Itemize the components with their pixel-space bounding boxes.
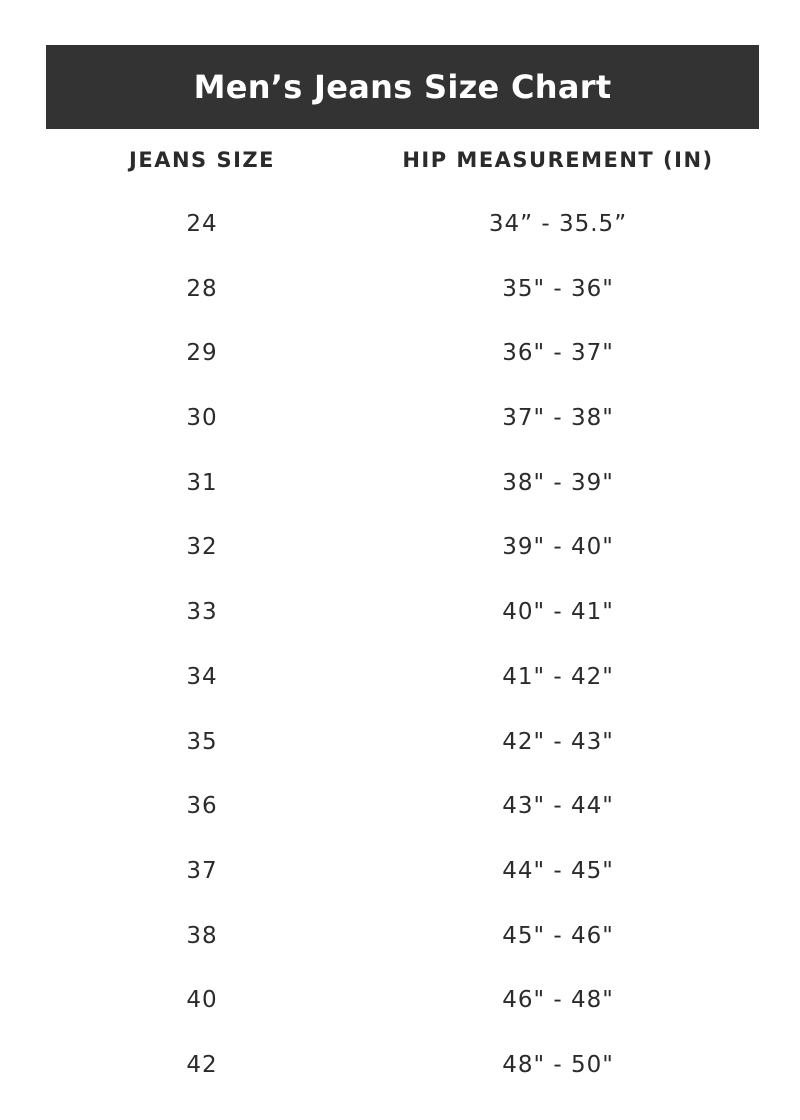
- hip-measurement-cell: 34” - 35.5”: [488, 211, 628, 237]
- table-row: [0, 257, 800, 322]
- hip-measurement-cell: 45" - 46": [502, 922, 614, 949]
- table-row: [0, 515, 800, 580]
- table-row: [0, 321, 800, 386]
- size-table-body: [0, 192, 800, 1098]
- column-header-hip-measurement: HIP MEASUREMENT (IN): [402, 148, 714, 172]
- jeans-size-cell: 40: [186, 987, 218, 1014]
- table-row: [0, 904, 800, 969]
- hip-measurement-cell: 43" - 44": [502, 793, 614, 820]
- jeans-size-cell: 31: [186, 469, 218, 496]
- table-row: [0, 968, 800, 1033]
- jeans-size-cell: 36: [186, 793, 218, 820]
- jeans-size-cell: 29: [186, 340, 218, 367]
- hip-measurement-cell: 40" - 41": [502, 599, 614, 626]
- jeans-size-cell: 28: [186, 275, 218, 302]
- jeans-size-cell: 35: [186, 728, 218, 755]
- jeans-size-cell: 32: [186, 534, 218, 561]
- jeans-size-cell: 33: [186, 599, 218, 626]
- jeans-size-cell: 42: [186, 1051, 218, 1078]
- table-row: [0, 645, 800, 710]
- table-row: [0, 710, 800, 775]
- table-row: [0, 451, 800, 516]
- hip-measurement-cell: 37" - 38": [502, 405, 614, 432]
- hip-measurement-cell: 38" - 39": [502, 469, 614, 496]
- hip-measurement-cell: 36" - 37": [502, 340, 614, 367]
- hip-measurement-cell: 41" - 42": [502, 663, 614, 690]
- jeans-size-cell: 24: [186, 211, 218, 237]
- hip-measurement-cell: 46" - 48": [502, 987, 614, 1014]
- jeans-size-cell: 30: [186, 405, 218, 432]
- hip-measurement-cell: 48" - 50": [502, 1051, 614, 1078]
- table-row: [0, 839, 800, 904]
- jeans-size-cell: 34: [186, 663, 218, 690]
- table-row: [0, 580, 800, 645]
- hip-measurement-cell: 44" - 45": [502, 857, 614, 884]
- table-row: [0, 774, 800, 839]
- hip-measurement-cell: 42" - 43": [502, 728, 614, 755]
- column-header-jeans-size: JEANS SIZE: [129, 148, 275, 172]
- hip-measurement-cell: 39" - 40": [502, 534, 614, 561]
- table-row: [0, 1033, 800, 1098]
- table-row: [0, 192, 800, 257]
- table-row: [0, 386, 800, 451]
- jeans-size-cell: 37: [186, 857, 218, 884]
- page-title: Men’s Jeans Size Chart: [193, 68, 612, 106]
- hip-measurement-cell: 35" - 36": [502, 275, 614, 302]
- title-bar: [46, 45, 759, 129]
- jeans-size-cell: 38: [186, 922, 218, 949]
